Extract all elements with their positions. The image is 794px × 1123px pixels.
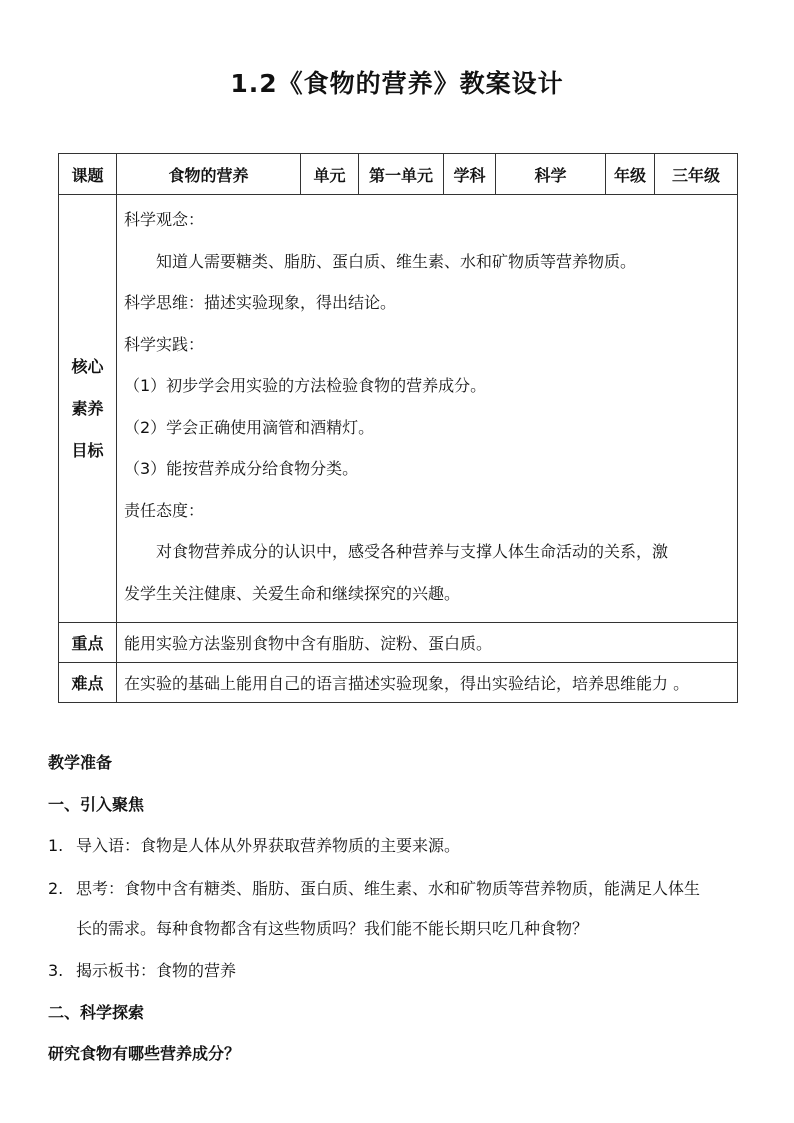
goal-line: 责任态度：	[124, 500, 205, 520]
list-item	[48, 916, 588, 939]
list-item	[48, 876, 700, 899]
key-point-row	[59, 623, 738, 663]
item-text: 长的需求。每种食物都含有这些物质吗？我们能不能长期只吃几种食物？	[76, 919, 589, 938]
goal-line: 对食物营养成分的认识中，感受各种营养与支撑人体生命活动的关系，激	[156, 542, 669, 561]
goal-line: 知道人需要糖类、脂肪、蛋白质、维生素、水和矿物质等营养物质。	[156, 251, 637, 271]
difficulty-label: 难点	[59, 663, 117, 703]
item-text: 导入语：食物是人体从外界获取营养物质的主要来源。	[76, 836, 461, 855]
item-number: 2.	[48, 879, 64, 898]
header-row	[59, 154, 738, 195]
difficulty-row	[59, 663, 738, 703]
item-number: 3.	[48, 961, 64, 980]
lesson-value: 食物的营养	[117, 154, 301, 195]
unit-value: 第一单元	[359, 154, 444, 195]
unit-label: 单元	[301, 154, 359, 195]
goal-line: （2）学会正确使用滴管和酒精灯。	[124, 417, 375, 437]
item-text: 揭示板书：食物的营养	[76, 961, 237, 980]
goal-line: 发学生关注健康、关爱生命和继续探究的兴趣。	[124, 583, 461, 603]
page-title: 1.2《食物的营养》教案设计	[230, 69, 564, 98]
lesson-label: 课题	[59, 154, 117, 195]
core-goals-label	[59, 195, 117, 623]
goal-line: 科学思维：描述实验现象，得出结论。	[124, 293, 397, 312]
key-point-label: 重点	[59, 623, 117, 663]
core-goals-row	[59, 195, 738, 623]
section1-heading: 一、引入聚焦	[48, 795, 145, 814]
grade-value: 三年级	[655, 154, 738, 195]
grade-label: 年级	[606, 154, 655, 195]
core-goals-content	[117, 195, 738, 623]
core-label-line: 素养	[71, 398, 104, 418]
item-text: 思考：食物中含有糖类、脂肪、蛋白质、维生素、水和矿物质等营养物质，能满足人体生	[76, 879, 701, 898]
subject-value: 科学	[496, 154, 606, 195]
goal-line: 科学实践：	[124, 334, 205, 354]
sub-heading: 研究食物有哪些营养成分？	[48, 1044, 241, 1063]
goal-line: （3）能按营养成分给食物分类。	[124, 459, 359, 478]
item-number: 1.	[48, 836, 64, 855]
section2-heading: 二、科学探索	[48, 1003, 145, 1022]
subject-label: 学科	[444, 154, 496, 195]
prep-heading: 教学准备	[48, 753, 113, 772]
goal-line: （1）初步学会用实验的方法检验食物的营养成分。	[124, 376, 487, 395]
lesson-plan-table	[58, 153, 738, 703]
list-item	[48, 833, 460, 856]
core-label-line: 核心	[71, 356, 104, 376]
key-point-text: 能用实验方法鉴别食物中含有脂肪、淀粉、蛋白质。	[117, 623, 738, 663]
list-item	[48, 958, 236, 981]
goal-line: 科学观念：	[124, 210, 205, 229]
difficulty-text: 在实验的基础上能用自己的语言描述实验现象，得出实验结论，培养思维能力 。	[117, 663, 738, 703]
core-label-line: 目标	[71, 440, 104, 460]
